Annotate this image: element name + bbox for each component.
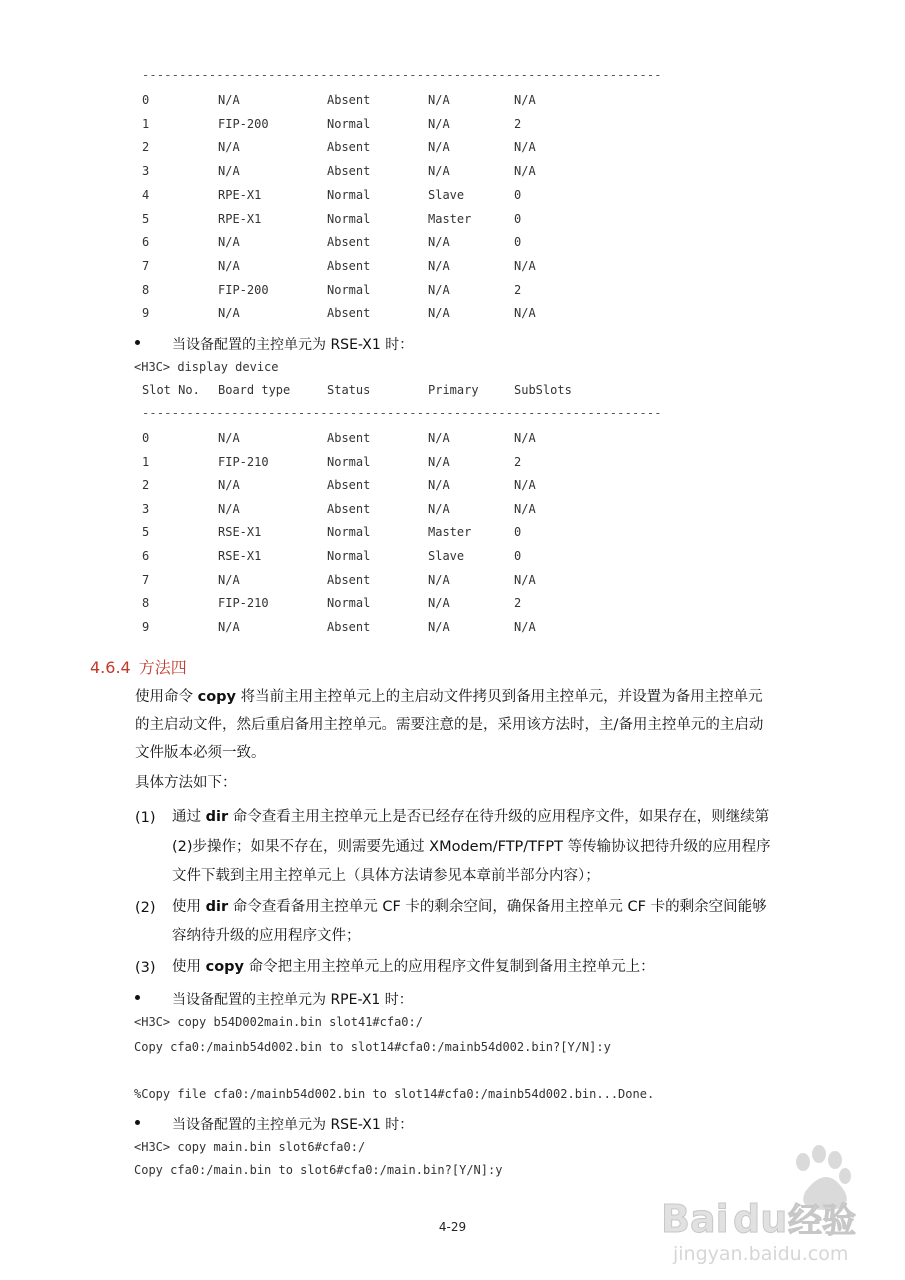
- cell-primary: Slave: [428, 549, 465, 563]
- cell-board-type: RSE-X1: [218, 525, 262, 540]
- cell-primary: N/A: [428, 140, 450, 155]
- cell-status: Normal: [327, 549, 371, 563]
- watermark-brand2: du: [733, 1197, 788, 1241]
- cell-subslots: N/A: [514, 140, 536, 155]
- cell-status: Absent: [327, 478, 371, 493]
- table-divider: ----------------------------------------------------------------------: [142, 406, 662, 420]
- cell-subslots: 2: [514, 454, 522, 469]
- header-status: Status: [327, 383, 371, 397]
- cell-board-type: RPE-X1: [218, 187, 262, 202]
- cell-slot: 8: [142, 282, 150, 297]
- cell-slot: 9: [142, 306, 150, 321]
- header-subslots: SubSlots: [514, 383, 572, 397]
- cell-primary: N/A: [428, 306, 450, 321]
- code-line: <H3C> copy main.bin slot6#cfa0:/: [134, 1140, 366, 1154]
- cell-status: Absent: [327, 164, 371, 179]
- section-number: 4.6.4: [90, 658, 131, 677]
- table-row: [0, 502, 905, 522]
- paragraph-line: 文件版本必须一致。: [135, 745, 266, 761]
- command-keyword: dir: [205, 899, 229, 915]
- table-row: [0, 140, 905, 160]
- text: 命令查看主用主控单元上是否已经存在待升级的应用程序文件，如果存在，则继续第: [228, 809, 770, 825]
- table-row: [0, 431, 905, 451]
- cell-slot: 1: [142, 454, 150, 469]
- table-row: [0, 525, 905, 545]
- cell-status: Absent: [327, 235, 371, 250]
- cell-slot: 9: [142, 619, 150, 634]
- cell-primary: N/A: [428, 116, 450, 131]
- cell-subslots: 0: [514, 235, 522, 250]
- cell-board-type: RPE-X1: [218, 211, 262, 226]
- cell-status: Normal: [327, 211, 371, 226]
- table-row: [0, 235, 905, 255]
- watermark-cn: 经验: [788, 1201, 856, 1241]
- cell-board-type: N/A: [218, 93, 240, 107]
- code-line: Copy cfa0:/mainb54d002.bin to slot14#cfa0:/mainb54d002.bin?[Y/N]:y: [134, 1040, 611, 1054]
- table-row: [0, 93, 905, 113]
- cell-primary: N/A: [428, 619, 450, 634]
- table-row: [0, 212, 905, 232]
- cell-status: Normal: [327, 187, 371, 202]
- table-row: [0, 188, 905, 208]
- cell-board-type: N/A: [218, 258, 240, 273]
- cell-subslots: 2: [514, 116, 522, 131]
- cell-slot: 8: [142, 596, 150, 611]
- cell-primary: Master: [428, 211, 472, 226]
- step-line: [172, 893, 767, 921]
- table-row: [0, 164, 905, 184]
- cell-subslots: N/A: [514, 258, 536, 273]
- cell-primary: N/A: [428, 235, 450, 250]
- text: 使用: [172, 959, 206, 975]
- command-line: <H3C> display device: [134, 360, 279, 374]
- header-board-type: Board type: [218, 383, 291, 397]
- cell-slot: 6: [142, 235, 150, 250]
- step-number: (1): [135, 810, 156, 826]
- text: 命令查看备用主控单元 CF 卡的剩余空间，确保备用主控单元 CF 卡的剩余空间能够: [228, 899, 767, 915]
- step-line: [172, 803, 769, 831]
- cell-primary: N/A: [428, 501, 450, 516]
- table-row: [0, 306, 905, 326]
- table-row: [0, 259, 905, 279]
- cell-subslots: N/A: [514, 572, 536, 587]
- cell-subslots: 2: [514, 596, 522, 611]
- cell-primary: N/A: [428, 596, 450, 611]
- paragraph-line: 的主启动文件，然后重启备用主控单元。需要注意的是，采用该方法时，主/备用主控单元的主启动: [135, 717, 764, 733]
- cell-slot: 5: [142, 211, 150, 226]
- cell-slot: 2: [142, 478, 150, 493]
- cell-board-type: N/A: [218, 140, 240, 155]
- cell-slot: 4: [142, 187, 150, 202]
- table-row: [0, 455, 905, 475]
- cell-status: Absent: [327, 619, 371, 634]
- text: 命令把主用主控单元上的应用程序文件复制到备用主控单元上：: [244, 959, 655, 975]
- watermark-url: jingyan.baidu.com: [673, 1243, 849, 1265]
- cell-status: Normal: [327, 596, 371, 611]
- cell-status: Normal: [327, 116, 371, 131]
- cell-status: Normal: [327, 525, 371, 540]
- cell-status: Normal: [327, 454, 371, 469]
- cell-primary: N/A: [428, 164, 450, 179]
- page-number: 4-29: [438, 1220, 467, 1234]
- table-row: [0, 117, 905, 137]
- cell-slot: 6: [142, 549, 150, 563]
- bullet-text: 当设备配置的主控单元为 RSE-X1 时：: [172, 1117, 414, 1133]
- table-row: [0, 283, 905, 303]
- cell-subslots: N/A: [514, 431, 536, 445]
- bullet-item: [135, 334, 535, 354]
- table-header: [0, 383, 905, 403]
- cell-board-type: N/A: [218, 164, 240, 179]
- cell-slot: 7: [142, 258, 150, 273]
- cell-primary: N/A: [428, 431, 450, 445]
- table-row: [0, 478, 905, 498]
- cell-subslots: 0: [514, 187, 522, 202]
- cell-board-type: N/A: [218, 501, 240, 516]
- bullet-item: [135, 1114, 535, 1134]
- text: 使用命令: [135, 689, 198, 705]
- cell-board-type: N/A: [218, 306, 240, 321]
- section-title: 方法四: [138, 658, 187, 677]
- cell-status: Absent: [327, 501, 371, 516]
- cell-primary: N/A: [428, 572, 450, 587]
- step-line: [172, 833, 771, 861]
- bullet-text: 当设备配置的主控单元为 RPE-X1 时：: [172, 992, 413, 1008]
- cell-slot: 2: [142, 140, 150, 155]
- cell-primary: Master: [428, 525, 472, 540]
- command-keyword: dir: [205, 809, 229, 825]
- cell-subslots: N/A: [514, 501, 536, 516]
- cell-status: Absent: [327, 258, 371, 273]
- step-number: (2): [135, 900, 156, 916]
- cell-slot: 5: [142, 525, 150, 540]
- step-number: (3): [135, 960, 156, 976]
- cell-status: Absent: [327, 306, 371, 321]
- command-keyword: copy: [205, 959, 244, 975]
- code-line: <H3C> copy b54D002main.bin slot41#cfa0:/: [134, 1015, 423, 1029]
- cell-subslots: N/A: [514, 164, 536, 179]
- cell-subslots: N/A: [514, 478, 536, 493]
- cell-primary: N/A: [428, 478, 450, 493]
- text: 通过: [172, 809, 206, 825]
- cell-slot: 0: [142, 431, 150, 445]
- text: 将当前主用主控单元上的主启动文件拷贝到备用主控单元，并设置为备用主控单元: [236, 689, 763, 705]
- step-line: 容纳待升级的应用程序文件；: [172, 928, 361, 944]
- cell-primary: N/A: [428, 454, 450, 469]
- cell-slot: 1: [142, 116, 150, 131]
- step-line: 文件下载到主用主控单元上（具体方法请参见本章前半部分内容）；: [172, 868, 600, 884]
- cell-primary: Slave: [428, 187, 465, 202]
- bullet-item: [135, 989, 535, 1009]
- cell-status: Normal: [327, 282, 371, 297]
- table-row: [0, 620, 905, 640]
- cell-board-type: FIP-200: [218, 282, 269, 297]
- cell-subslots: N/A: [514, 306, 536, 321]
- cell-slot: 3: [142, 164, 150, 179]
- step-line: [172, 953, 655, 981]
- cell-board-type: FIP-210: [218, 596, 269, 611]
- step-reference: (2): [172, 839, 193, 855]
- cell-primary: N/A: [428, 282, 450, 297]
- cell-slot: 7: [142, 572, 150, 587]
- cell-primary: N/A: [428, 258, 450, 273]
- baidu-jingyan-watermark: [653, 1140, 883, 1270]
- cell-board-type: FIP-210: [218, 454, 269, 469]
- cell-status: Absent: [327, 140, 371, 155]
- cell-subslots: 0: [514, 549, 522, 563]
- header-slot: Slot No.: [142, 383, 200, 397]
- code-line: %Copy file cfa0:/mainb54d002.bin to slot14#cfa0:/mainb54d002.bin...Done.: [134, 1087, 655, 1101]
- table-row: [0, 573, 905, 593]
- bullet-text: 当设备配置的主控单元为 RSE-X1 时：: [172, 337, 414, 353]
- cell-subslots: N/A: [514, 619, 536, 634]
- paragraph-line: [135, 683, 763, 711]
- table-row: [0, 596, 905, 616]
- cell-primary: N/A: [428, 93, 450, 107]
- cell-subslots: 2: [514, 282, 522, 297]
- cell-subslots: 0: [514, 211, 522, 226]
- cell-slot: 0: [142, 93, 150, 107]
- cell-status: Absent: [327, 431, 371, 445]
- cell-status: Absent: [327, 93, 371, 107]
- text: 使用: [172, 899, 206, 915]
- command-keyword: copy: [197, 689, 236, 705]
- cell-slot: 3: [142, 501, 150, 516]
- text: 步操作；如果不存在，则需要先通过 XModem/FTP/TFPT 等传输协议把待升级的应用程序: [192, 839, 771, 855]
- bullet-dot-icon: [135, 1120, 140, 1125]
- table-row: [0, 549, 905, 569]
- bullet-dot-icon: [135, 995, 140, 1000]
- cell-board-type: N/A: [218, 235, 240, 250]
- header-primary: Primary: [428, 383, 479, 397]
- cell-board-type: RSE-X1: [218, 549, 262, 563]
- cell-subslots: 0: [514, 525, 522, 540]
- cell-board-type: N/A: [218, 572, 240, 587]
- bullet-dot-icon: [135, 340, 140, 345]
- method-label: 具体方法如下：: [135, 775, 237, 791]
- table-divider: ----------------------------------------------------------------------: [142, 68, 662, 82]
- cell-board-type: N/A: [218, 619, 240, 634]
- cell-board-type: N/A: [218, 431, 240, 445]
- code-line: Copy cfa0:/main.bin to slot6#cfa0:/main.bin?[Y/N]:y: [134, 1163, 503, 1177]
- cell-subslots: N/A: [514, 93, 536, 107]
- cell-status: Absent: [327, 572, 371, 587]
- cell-board-type: N/A: [218, 478, 240, 493]
- cell-board-type: FIP-200: [218, 116, 269, 131]
- section-heading: [90, 655, 195, 678]
- watermark-brand: Bai: [661, 1197, 729, 1241]
